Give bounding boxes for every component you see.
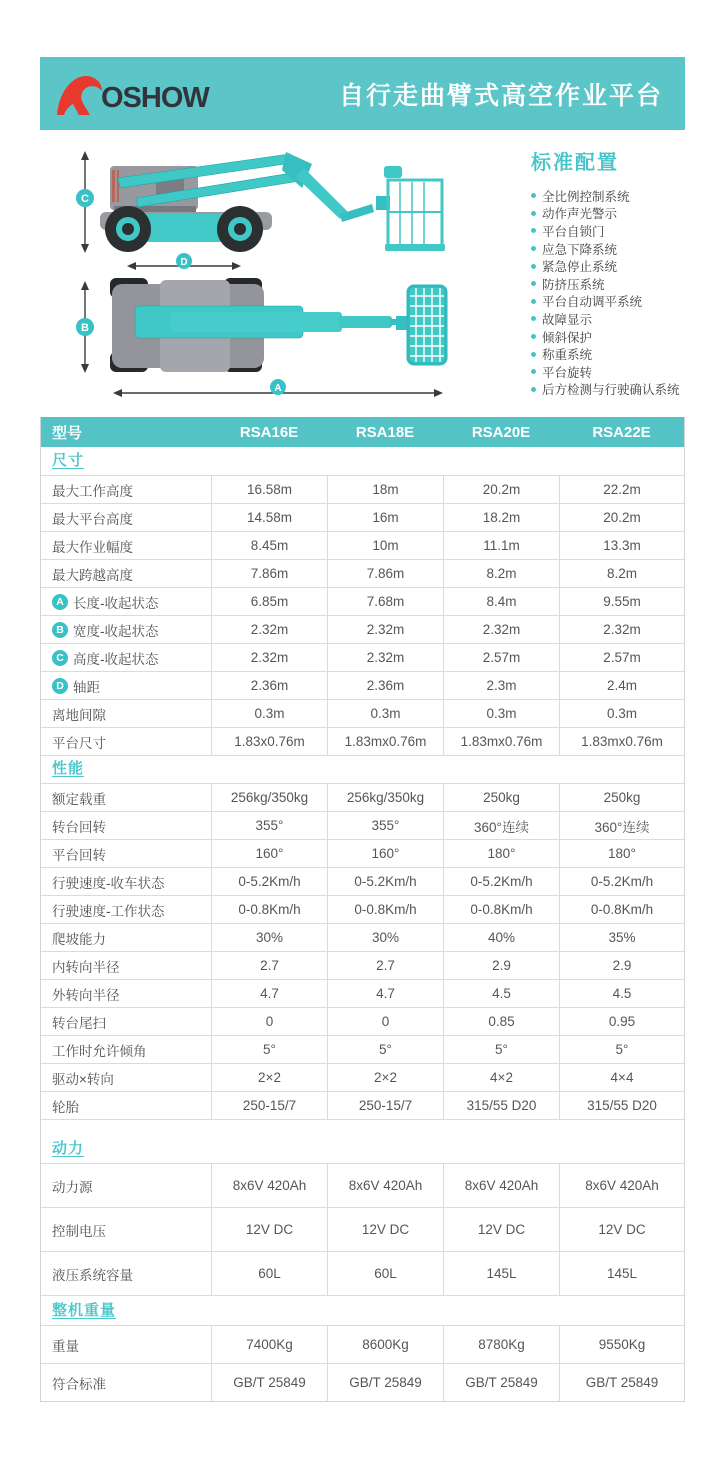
table-cell: GB/T 25849 (327, 1364, 443, 1401)
table-row-label (41, 616, 211, 643)
bullet-icon (531, 352, 536, 357)
table-cell: 18.2m (443, 504, 559, 531)
table-section-title: 性能 (52, 760, 85, 777)
table-row-label (41, 896, 211, 923)
table-cell: 8x6V 420Ah (327, 1164, 443, 1207)
table-row-label-text: 离地间隙 (52, 707, 106, 723)
table-row-label-text: 转台尾扫 (52, 1015, 106, 1031)
table-row-label-text: 驱动×转向 (52, 1071, 114, 1087)
table-row-label (41, 504, 211, 531)
table-row (41, 671, 684, 699)
table-row-label (41, 1092, 211, 1119)
table-row-label (41, 812, 211, 839)
table-cell: 30% (327, 924, 443, 951)
table-row-label (41, 1064, 211, 1091)
table-cell: 0-5.2Km/h (211, 868, 327, 895)
dim-label-b: B (81, 322, 89, 334)
config-item (531, 328, 711, 346)
table-cell: 256kg/350kg (211, 784, 327, 811)
table-row (41, 1325, 684, 1363)
table-cell: 250kg (443, 784, 559, 811)
table-cell: 2.3m (443, 672, 559, 699)
table-cell: 0-5.2Km/h (327, 868, 443, 895)
table-cell: 2.32m (211, 616, 327, 643)
table-cell: 0.3m (327, 700, 443, 727)
bullet-icon (531, 299, 536, 304)
table-row (41, 1163, 684, 1207)
bullet-icon (531, 264, 536, 269)
table-cell: 0.3m (443, 700, 559, 727)
table-cell: 8x6V 420Ah (443, 1164, 559, 1207)
table-row-label (41, 1326, 211, 1363)
table-row (41, 699, 684, 727)
table-row-label-text: 内转向半径 (52, 959, 120, 975)
bullet-icon (531, 228, 536, 233)
table-header-row (41, 417, 684, 447)
table-row-label (41, 532, 211, 559)
config-item (531, 381, 711, 399)
table-row-label (41, 1252, 211, 1295)
table-cell: 14.58m (211, 504, 327, 531)
table-cell: 8.4m (443, 588, 559, 615)
table-cell: 60L (327, 1252, 443, 1295)
table-cell: 2.57m (559, 644, 684, 671)
table-row-label (41, 560, 211, 587)
table-row (41, 643, 684, 671)
table-cell: 0.3m (211, 700, 327, 727)
table-row (41, 811, 684, 839)
table-row-label (41, 1364, 211, 1401)
table-cell: 1.83mx0.76m (443, 728, 559, 755)
table-cell: 0.3m (559, 700, 684, 727)
bullet-icon (531, 369, 536, 374)
header-bar (40, 57, 685, 130)
table-cell: 20.2m (443, 476, 559, 503)
table-row-label (41, 588, 211, 615)
table-cell: 0 (211, 1008, 327, 1035)
table-cell: 315/55 D20 (443, 1092, 559, 1119)
config-item-label: 倾斜保护 (542, 330, 593, 345)
dim-badge-a: A (52, 594, 68, 610)
table-row (41, 867, 684, 895)
table-cell: 40% (443, 924, 559, 951)
table-row-label (41, 868, 211, 895)
spec-table (40, 417, 685, 1402)
table-cell: 5° (559, 1036, 684, 1063)
table-cell: GB/T 25849 (443, 1364, 559, 1401)
config-item-label: 防挤压系统 (542, 277, 605, 292)
table-cell: 5° (443, 1036, 559, 1063)
table-cell: 30% (211, 924, 327, 951)
table-row (41, 1091, 684, 1119)
table-cell: 250kg (559, 784, 684, 811)
table-row-label-text: 高度-收起状态 (73, 651, 159, 667)
table-row-label-text: 行驶速度-收车状态 (52, 875, 165, 891)
table-cell: 4×2 (443, 1064, 559, 1091)
table-cell: 0 (327, 1008, 443, 1035)
table-cell: 250-15/7 (211, 1092, 327, 1119)
table-cell: 2×2 (211, 1064, 327, 1091)
table-cell: 0.95 (559, 1008, 684, 1035)
machine-top-view (110, 278, 446, 372)
table-cell: 0-0.8Km/h (559, 896, 684, 923)
machine-side-view (100, 152, 445, 252)
table-row (41, 727, 684, 755)
table-row-label (41, 1164, 211, 1207)
table-row-label (41, 840, 211, 867)
config-item (531, 363, 711, 381)
table-row-label-text: 长度-收起状态 (73, 595, 159, 611)
table-header-model: RSA18E (355, 423, 415, 441)
table-cell: 2.9 (559, 952, 684, 979)
table-cell: 180° (443, 840, 559, 867)
logo-text: OSHOW (101, 81, 209, 114)
table-cell: 20.2m (559, 504, 684, 531)
table-cell: 12V DC (559, 1208, 684, 1251)
table-header-model: RSA16E (239, 423, 299, 441)
table-cell: 60L (211, 1252, 327, 1295)
table-row-label-text: 最大工作高度 (52, 483, 133, 499)
config-item-label: 平台自锁门 (542, 224, 605, 239)
table-row-label-text: 外转向半径 (52, 987, 120, 1003)
table-row (41, 1207, 684, 1251)
table-header-model: RSA22E (592, 423, 651, 441)
config-item (531, 257, 711, 275)
table-cell: 8600Kg (327, 1326, 443, 1363)
table-cell: 1.83mx0.76m (327, 728, 443, 755)
table-cell: 2×2 (327, 1064, 443, 1091)
table-section-title: 动力 (52, 1140, 85, 1157)
table-row-label-text: 最大平台高度 (52, 511, 133, 527)
table-cell: 2.36m (327, 672, 443, 699)
bullet-icon (531, 211, 536, 216)
table-header-model: RSA20E (471, 423, 531, 441)
table-cell: 355° (211, 812, 327, 839)
table-cell: 0-0.8Km/h (327, 896, 443, 923)
table-cell: 250-15/7 (327, 1092, 443, 1119)
table-cell: 0-0.8Km/h (211, 896, 327, 923)
table-cell: 22.2m (559, 476, 684, 503)
table-row-label (41, 1008, 211, 1035)
table-section-row (41, 1295, 684, 1325)
table-cell: 2.4m (559, 672, 684, 699)
table-cell: 4×4 (559, 1064, 684, 1091)
table-row (41, 615, 684, 643)
table-cell: 6.85m (211, 588, 327, 615)
table-cell: 355° (327, 812, 443, 839)
table-row (41, 979, 684, 1007)
bullet-icon (531, 334, 536, 339)
table-cell: 315/55 D20 (559, 1092, 684, 1119)
table-cell: 2.7 (211, 952, 327, 979)
table-cell: 8780Kg (443, 1326, 559, 1363)
table-cell: 180° (559, 840, 684, 867)
table-cell: 2.32m (327, 644, 443, 671)
table-cell: 145L (443, 1252, 559, 1295)
table-cell: 12V DC (443, 1208, 559, 1251)
config-item-label: 动作声光警示 (542, 207, 618, 222)
table-cell: 16m (327, 504, 443, 531)
table-cell: 256kg/350kg (327, 784, 443, 811)
config-item-label: 应急下降系统 (542, 242, 618, 257)
table-cell: 0.85 (443, 1008, 559, 1035)
table-row-label-text: 转台回转 (52, 819, 106, 835)
table-cell: 160° (211, 840, 327, 867)
config-item-label: 全比例控制系统 (542, 189, 630, 204)
table-row-label-text: 额定载重 (52, 791, 106, 807)
table-row (41, 559, 684, 587)
table-cell: 9550Kg (559, 1326, 684, 1363)
dim-badge-b: B (52, 622, 68, 638)
table-row (41, 1363, 684, 1401)
config-item-label: 后方检测与行驶确认系统 (542, 383, 680, 398)
table-header-model-label: 型号 (52, 424, 83, 442)
table-row-label (41, 728, 211, 755)
bullet-icon (531, 246, 536, 251)
table-cell: 7.68m (327, 588, 443, 615)
config-item (531, 187, 711, 205)
table-row (41, 1035, 684, 1063)
table-row-label-text: 爬坡能力 (52, 931, 106, 947)
roshow-logo-r-icon (54, 72, 106, 116)
table-section-title: 尺寸 (52, 452, 85, 469)
table-row (41, 587, 684, 615)
table-row-label-text: 轮胎 (52, 1099, 79, 1115)
table-cell: 1.83mx0.76m (559, 728, 684, 755)
config-item (531, 275, 711, 293)
roshow-logo (54, 72, 209, 116)
table-cell: 12V DC (327, 1208, 443, 1251)
standard-config-title: 标准配置 (531, 152, 619, 174)
config-item (531, 293, 711, 311)
table-row-label-text: 平台回转 (52, 847, 106, 863)
dim-label-d: D (180, 257, 188, 268)
table-cell: 8x6V 420Ah (211, 1164, 327, 1207)
table-cell: 12V DC (211, 1208, 327, 1251)
table-cell: 7.86m (211, 560, 327, 587)
table-row-label (41, 672, 211, 699)
table-row-label (41, 644, 211, 671)
config-item (531, 310, 711, 328)
table-cell: GB/T 25849 (211, 1364, 327, 1401)
table-cell: 11.1m (443, 532, 559, 559)
table-cell: 145L (559, 1252, 684, 1295)
bullet-icon (531, 193, 536, 198)
table-cell: 8.45m (211, 532, 327, 559)
bullet-icon (531, 316, 536, 321)
table-cell: 4.7 (327, 980, 443, 1007)
table-row (41, 1063, 684, 1091)
table-cell: GB/T 25849 (559, 1364, 684, 1401)
table-section-row (41, 1119, 684, 1163)
table-section-title: 整机重量 (52, 1302, 117, 1319)
table-row-label-text: 轴距 (73, 679, 100, 695)
table-row-label (41, 1036, 211, 1063)
table-row (41, 895, 684, 923)
table-cell: 35% (559, 924, 684, 951)
config-item-label: 平台自动调平系统 (542, 295, 643, 310)
table-cell: 7.86m (327, 560, 443, 587)
table-cell: 8.2m (559, 560, 684, 587)
table-cell: 18m (327, 476, 443, 503)
table-row-label-text: 工作时允许倾角 (52, 1043, 147, 1059)
table-row-label-text: 宽度-收起状态 (73, 623, 159, 639)
table-section-row (41, 755, 684, 783)
table-cell: 7400Kg (211, 1326, 327, 1363)
table-cell: 13.3m (559, 532, 684, 559)
dim-badge-d: D (52, 678, 68, 694)
table-row (41, 951, 684, 979)
table-row-label-text: 平台尺寸 (52, 735, 106, 751)
table-cell: 2.36m (211, 672, 327, 699)
table-cell: 0-5.2Km/h (443, 868, 559, 895)
table-cell: 4.5 (559, 980, 684, 1007)
table-cell: 8x6V 420Ah (559, 1164, 684, 1207)
table-cell: 2.32m (211, 644, 327, 671)
table-row (41, 839, 684, 867)
dim-label-a: A (274, 383, 282, 394)
page-title: 自行走曲臂式高空作业平台 (338, 81, 663, 110)
table-cell: 8.2m (443, 560, 559, 587)
table-cell: 2.57m (443, 644, 559, 671)
table-cell: 9.55m (559, 588, 684, 615)
table-row-label-text: 最大作业幅度 (52, 539, 133, 555)
table-row-label (41, 952, 211, 979)
dim-label-c: C (81, 193, 89, 205)
table-section-row (41, 447, 684, 475)
table-row-label (41, 784, 211, 811)
table-cell: 360°连续 (443, 812, 559, 839)
config-item (531, 222, 711, 240)
table-row (41, 923, 684, 951)
config-item-label: 称重系统 (542, 348, 593, 363)
table-row-label (41, 924, 211, 951)
bullet-icon (531, 281, 536, 286)
table-cell: 160° (327, 840, 443, 867)
table-row (41, 503, 684, 531)
table-row-label-text: 最大跨越高度 (52, 567, 133, 583)
table-row-label-text: 动力源 (52, 1179, 93, 1195)
table-cell: 0-5.2Km/h (559, 868, 684, 895)
table-cell: 1.83x0.76m (211, 728, 327, 755)
table-row (41, 531, 684, 559)
table-row (41, 1007, 684, 1035)
table-cell: 10m (327, 532, 443, 559)
table-row-label (41, 980, 211, 1007)
table-cell: 16.58m (211, 476, 327, 503)
table-row-label-text: 行驶速度-工作状态 (52, 903, 165, 919)
table-row-label-text: 液压系统容量 (52, 1267, 133, 1283)
table-cell: 2.32m (559, 616, 684, 643)
table-cell: 2.32m (443, 616, 559, 643)
table-cell: 4.5 (443, 980, 559, 1007)
table-cell: 0-0.8Km/h (443, 896, 559, 923)
table-row (41, 783, 684, 811)
table-cell: 5° (211, 1036, 327, 1063)
table-cell: 2.32m (327, 616, 443, 643)
table-row (41, 475, 684, 503)
table-cell: 2.9 (443, 952, 559, 979)
config-item-label: 故障显示 (542, 312, 593, 327)
machine-diagram (40, 140, 512, 408)
standard-config-panel (531, 146, 711, 398)
table-row-label-text: 控制电压 (52, 1223, 106, 1239)
table-row-label-text: 重量 (52, 1338, 79, 1354)
table-cell: 4.7 (211, 980, 327, 1007)
standard-config-list (531, 187, 711, 398)
config-item-label: 紧急停止系统 (542, 260, 618, 275)
table-cell: 360°连续 (559, 812, 684, 839)
table-row-label (41, 1208, 211, 1251)
table-row-label-text: 符合标准 (52, 1376, 106, 1392)
bullet-icon (531, 387, 536, 392)
table-cell: 5° (327, 1036, 443, 1063)
config-item (531, 205, 711, 223)
table-row-label (41, 700, 211, 727)
table-row-label (41, 476, 211, 503)
config-item (531, 240, 711, 258)
config-item (531, 345, 711, 363)
table-cell: 2.7 (327, 952, 443, 979)
table-row (41, 1251, 684, 1295)
dim-badge-c: C (52, 650, 68, 666)
config-item-label: 平台旋转 (542, 365, 593, 380)
